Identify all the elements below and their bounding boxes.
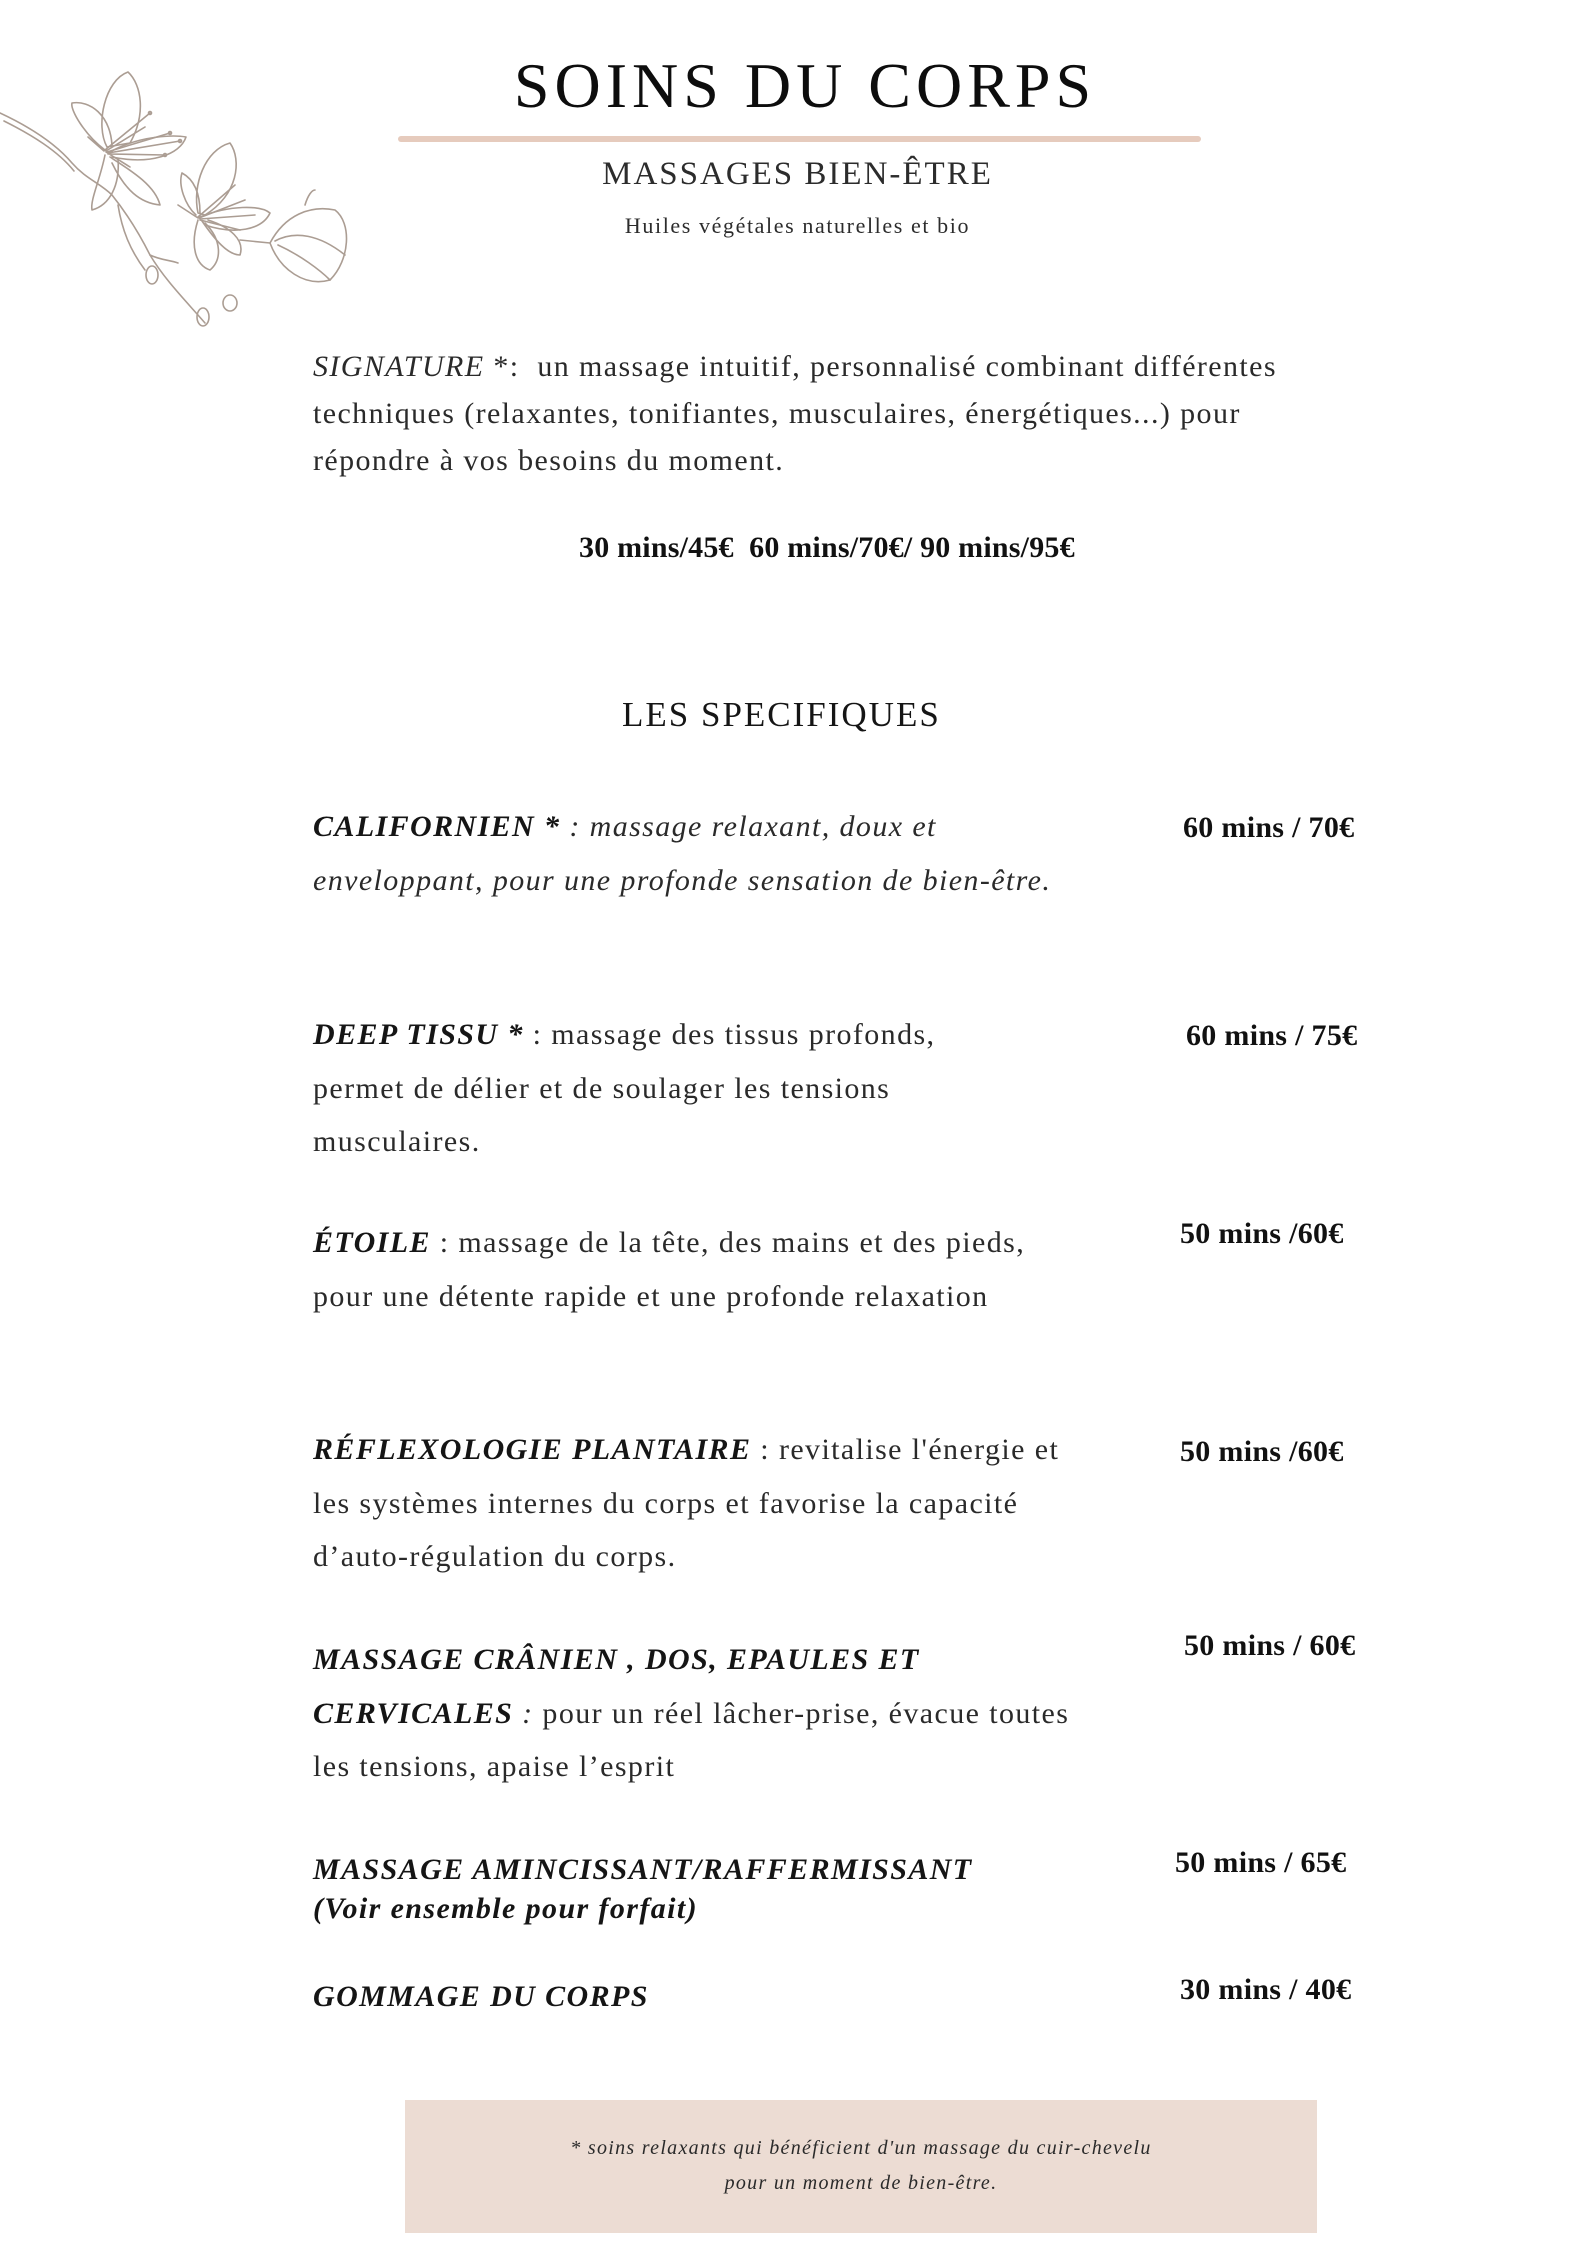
signature-label: SIGNATURE <box>313 350 485 383</box>
service-price: 30 mins / 40€ <box>1180 1973 1352 2006</box>
service-name: CALIFORNIEN * <box>313 810 561 843</box>
service-name: DEEP TISSU * <box>313 1018 524 1051</box>
service-name: MASSAGE CRÂNIEN , DOS, EPAULES ET CERVICALES <box>313 1643 920 1730</box>
service-separator: : <box>523 1018 552 1051</box>
service-price: 50 mins /60€ <box>1180 1435 1344 1468</box>
service-note: (Voir ensemble pour forfait) <box>313 1892 699 1925</box>
signature-description <box>313 343 1313 484</box>
service-price: 60 mins / 75€ <box>1186 1019 1358 1052</box>
service-name: ÉTOILE <box>313 1226 431 1259</box>
page-subtitle: MASSAGES BIEN-ÊTRE <box>602 156 993 192</box>
service-item-etoile <box>313 1216 1093 1323</box>
service-item-gommage <box>313 1970 1013 2024</box>
service-description: pour un réel lâcher-prise, évacue toutes les tensions, apaise l’esprit <box>313 1696 1070 1783</box>
service-separator: : <box>513 1696 543 1730</box>
service-name: GOMMAGE DU CORPS <box>313 1980 649 2013</box>
service-description: revitalise l'énergie et les systèmes internes du corps et favorise la capacité d’auto-régulation du corps. <box>313 1433 1060 1573</box>
service-price: 50 mins / 65€ <box>1175 1846 1347 1879</box>
service-description: massage des tissus profonds, permet de délier et de soulager les tensions musculaires. <box>313 1018 936 1158</box>
signature-prices: 30 mins/45€ 60 mins/70€/ 90 mins/95€ <box>579 531 1075 564</box>
service-separator: : <box>560 810 590 843</box>
service-description: massage de la tête, des mains et des pieds, pour une détente rapide et une profonde relaxation <box>313 1226 1026 1313</box>
service-item-deep-tissu <box>313 1008 1033 1169</box>
service-price: 50 mins /60€ <box>1180 1217 1344 1250</box>
service-item-californien <box>313 800 1073 907</box>
page-tagline: Huiles végétales naturelles et bio <box>624 213 971 238</box>
signature-marker: *: <box>484 350 538 383</box>
page-title: SOINS DU CORPS <box>513 50 1097 121</box>
service-item-reflexologie <box>313 1423 1103 1584</box>
service-price: 50 mins / 60€ <box>1184 1629 1356 1662</box>
footnote-line-1: * soins relaxants qui bénéficient d'un massage du cuir-chevelu <box>570 2137 1152 2159</box>
service-name: MASSAGE AMINCISSANT/RAFFERMISSANT <box>313 1853 973 1886</box>
service-separator: : <box>430 1226 459 1259</box>
footnote-box <box>405 2100 1317 2233</box>
service-description: massage relaxant, doux et enveloppant, pour une profonde sensation de bien-être. <box>313 810 1052 897</box>
service-separator: : <box>751 1433 779 1466</box>
title-divider <box>398 136 1201 142</box>
service-item-amincissant <box>313 1850 1133 1928</box>
service-name: RÉFLEXOLOGIE PLANTAIRE <box>313 1433 752 1466</box>
footnote-line-2: pour un moment de bien-être. <box>724 2172 998 2194</box>
service-item-massage-cranien <box>313 1633 1113 1794</box>
service-price: 60 mins / 70€ <box>1183 811 1355 844</box>
signature-text: un massage intuitif, personnalisé combinant différentes techniques (relaxantes, tonifiantes, musculaires, énergétiques...) pour répondre à vos besoins du moment. <box>313 350 1277 477</box>
section-heading: LES SPECIFIQUES <box>622 695 941 734</box>
